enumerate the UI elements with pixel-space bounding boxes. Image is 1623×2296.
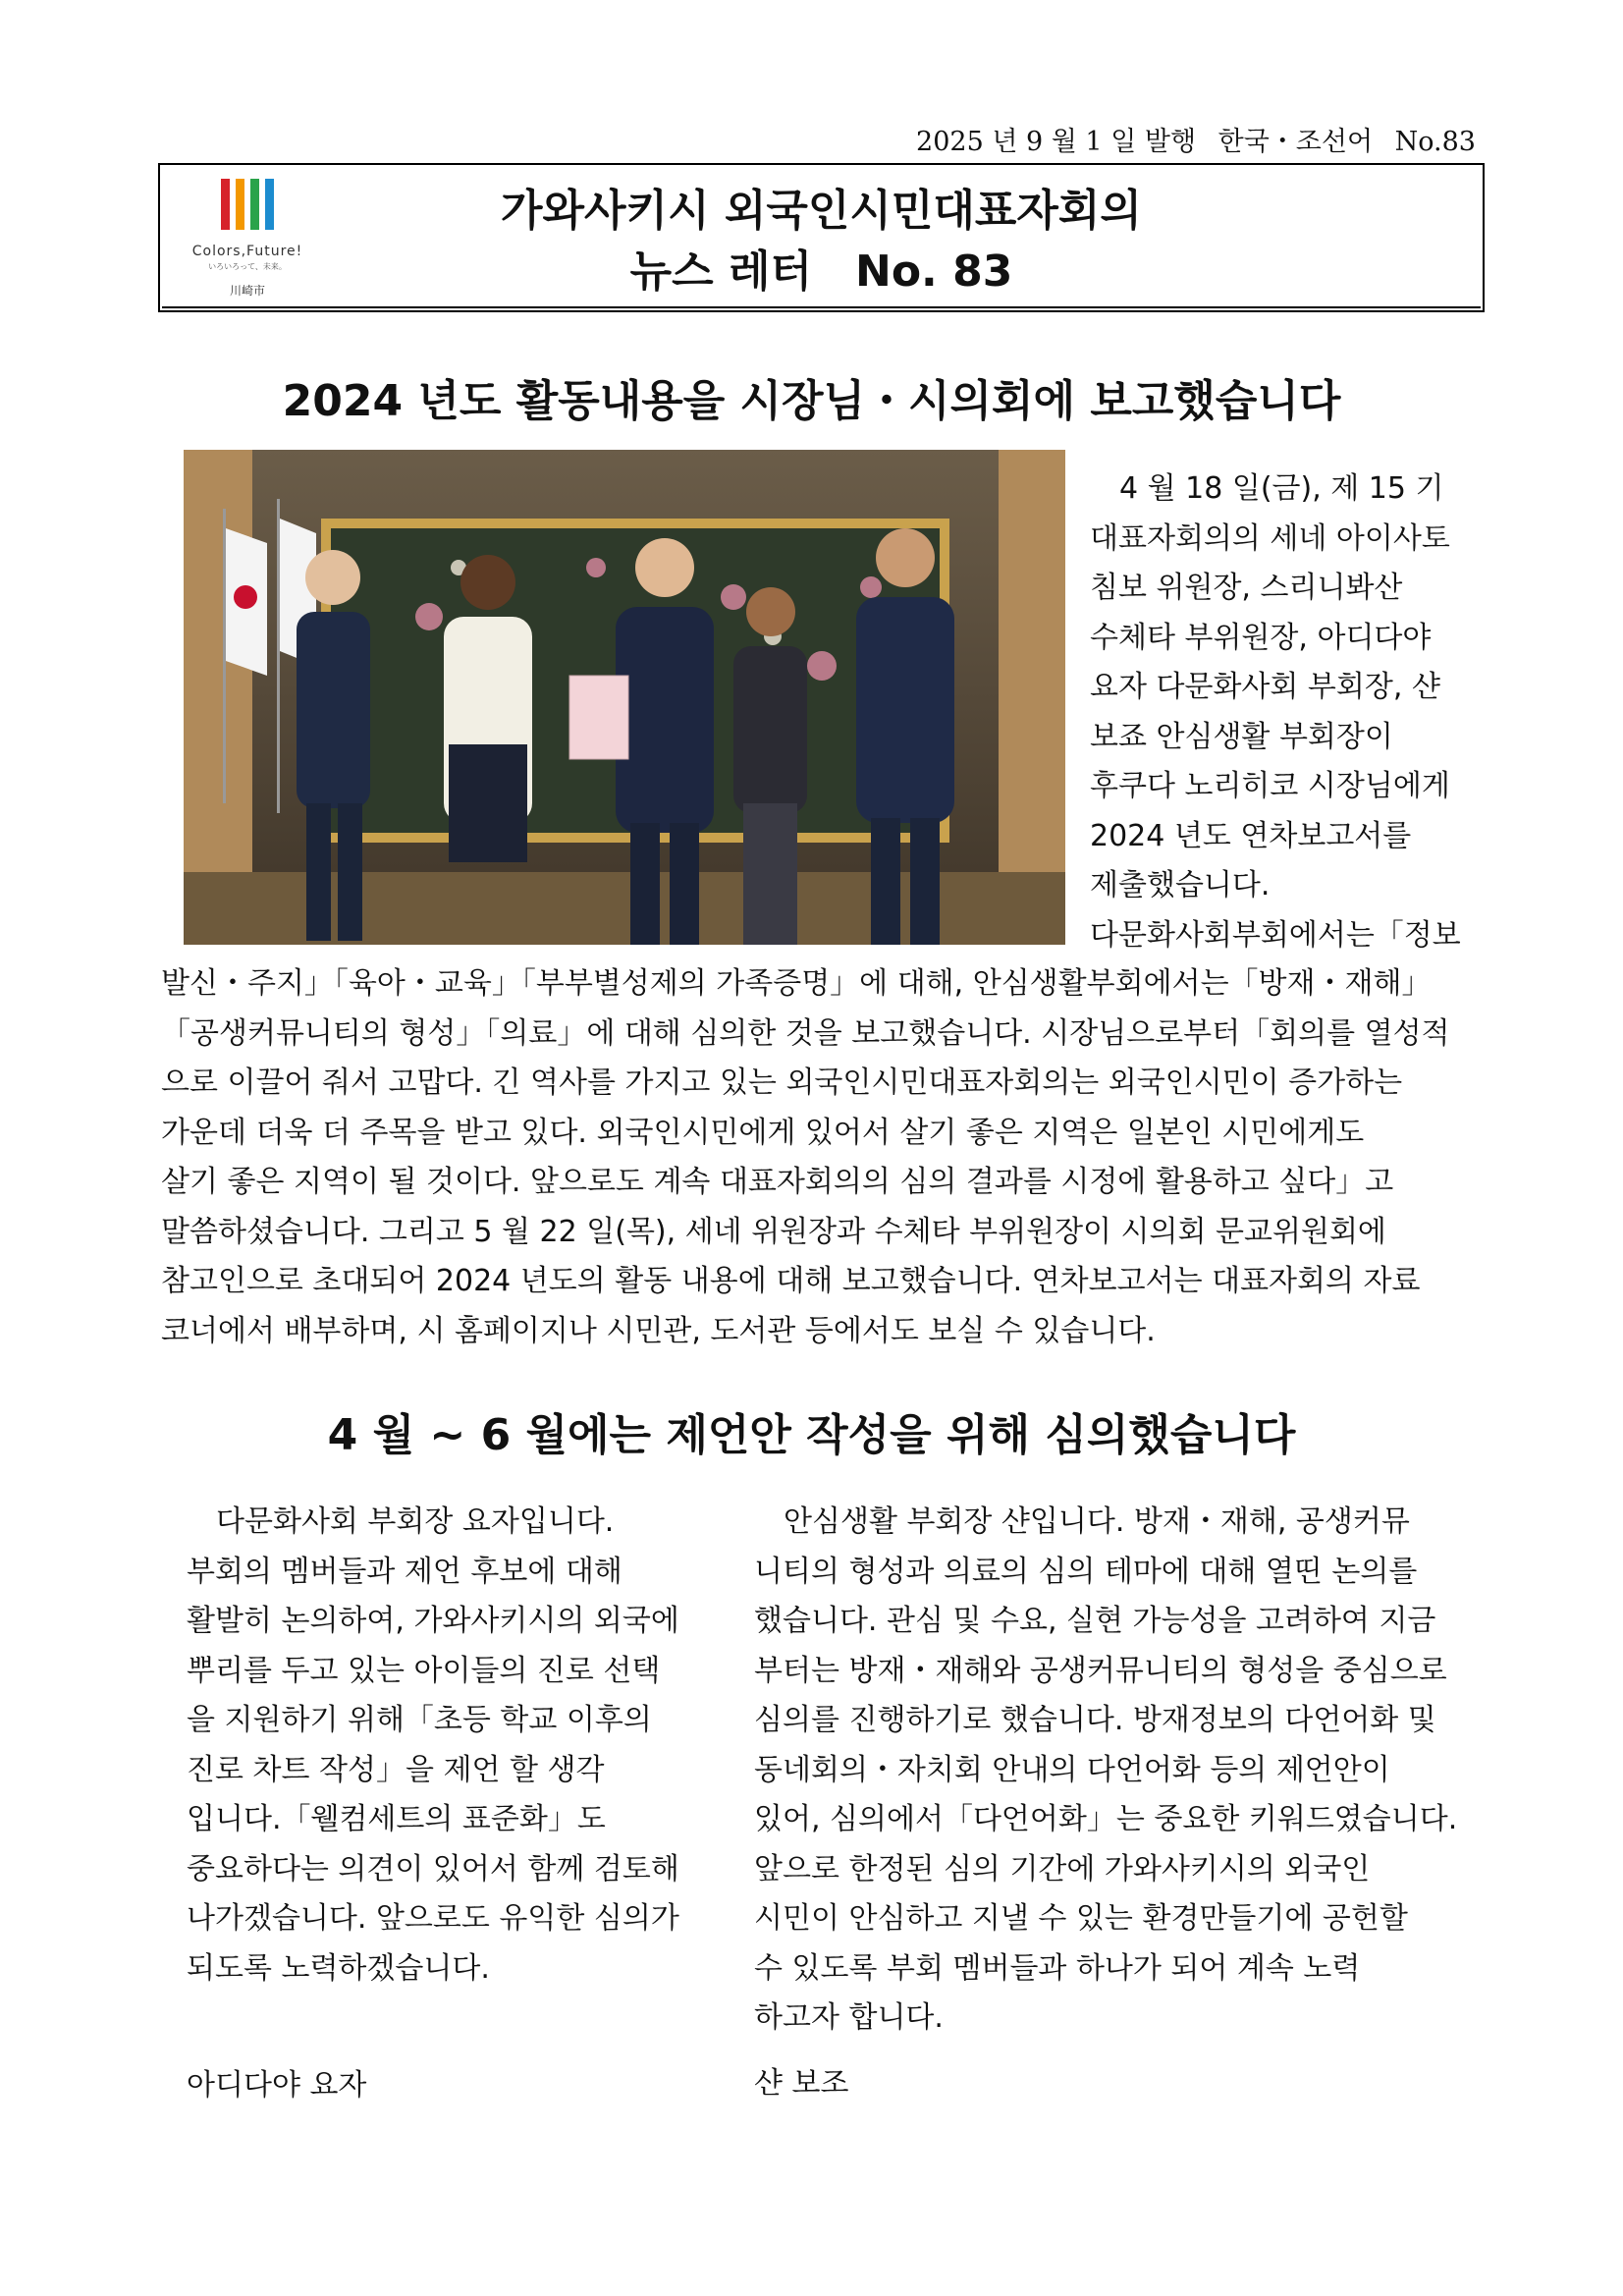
meeting-photo (184, 450, 1065, 945)
side-line: 제출했습니다. (1090, 868, 1271, 902)
left-line: 활발히 논의하여, 가와사키시의 외국에 (187, 1604, 679, 1638)
right-line: 하고자 합니다. (754, 2000, 944, 2035)
left-line: 부회의 멤버들과 제언 후보에 대해 (187, 1554, 622, 1589)
left-line: 되도록 노력하겠습니다. (187, 1950, 490, 1986)
right-line: 시민이 안심하고 지낼 수 있는 환경만들기에 공헌할 (754, 1901, 1408, 1936)
issue-date: 2025 년 9 월 1 일 발행 (916, 127, 1197, 157)
right-signature: 샨 보조 (754, 2066, 849, 2101)
side-line: 요자 다문화사회 부회장, 샨 (1090, 670, 1440, 704)
right-line: 했습니다. 관심 및 수요, 실현 가능성을 고려하여 지금 (754, 1604, 1436, 1638)
side-line: 보죠 안심생활 부회장이 (1090, 719, 1393, 754)
right-line: 부터는 방재・재해와 공생커뮤니티의 형성을 중심으로 (754, 1653, 1447, 1688)
article2-right-column (754, 1498, 1490, 2044)
side-line: 4 월 18 일(금), 제 15 기 (1090, 471, 1444, 506)
body-line: 살기 좋은 지역이 될 것이다. 앞으로도 계속 대표자회의의 심의 결과를 시정에 활용하고 싶다」고 (161, 1165, 1394, 1199)
left-line: 을 지원하기 위해「초등 학교 이후의 (187, 1703, 652, 1737)
side-line: 침보 위원장, 스리니봐산 (1090, 571, 1403, 605)
meeting-photo-image (184, 450, 1065, 945)
masthead (158, 163, 1485, 312)
right-line: 니티의 형성과 의료의 심의 테마에 대해 열띤 논의를 (754, 1554, 1418, 1589)
body-line: 코너에서 배부하며, 시 홈페이지나 시민관, 도서관 등에서도 보실 수 있습니다. (161, 1313, 1156, 1348)
right-line: 수 있도록 부회 멤버들과 하나가 되어 계속 노력 (754, 1950, 1361, 1986)
left-line: 진로 차트 작성」을 제언 할 생각 (187, 1752, 605, 1787)
left-line: 입니다.「웰컴세트의 표준화」도 (187, 1802, 606, 1836)
logo-city: 川崎市 (229, 284, 265, 298)
newsletter-title-line2: 뉴스 레터 No. 83 (629, 246, 1013, 297)
right-line: 동네회의・자치회 안내의 다언어화 등의 제언안이 (754, 1752, 1390, 1787)
issue-language: 한국・조선어 (1217, 127, 1374, 157)
newsletter-title (160, 181, 1483, 302)
right-line: 있어, 심의에서「다언어화」는 중요한 키워드였습니다. (754, 1802, 1458, 1836)
issue-line (902, 120, 1476, 158)
side-line: 다문화사회부회에서는「정보 (1090, 917, 1461, 953)
article2-heading: 4 월 ~ 6 월에는 제언안 작성을 위해 심의했습니다 (327, 1410, 1296, 1460)
article1-heading: 2024 년도 활동내용을 시장님・시의회에 보고했습니다 (282, 376, 1341, 426)
side-line: 2024 년도 연차보고서를 (1090, 818, 1412, 853)
left-line: 뿌리를 두고 있는 아이들의 진로 선택 (187, 1653, 661, 1688)
left-line: 나가겠습니다. 앞으로도 유익한 심의가 (187, 1901, 679, 1936)
left-signature: 아디다야 요자 (187, 2068, 367, 2103)
logo-tagline: Colors,Future! (191, 244, 303, 259)
body-line: 으로 이끌어 줘서 고맙다. 긴 역사를 가지고 있는 외국인시민대표자회의는 외국인시민이 증가하는 (161, 1066, 1403, 1100)
side-line: 대표자회의의 세네 아이사토 (1090, 520, 1450, 556)
body-line: 가운데 더욱 더 주목을 받고 있다. 외국인시민에게 있어서 살기 좋은 지역은 일본인 시민에게도 (161, 1115, 1365, 1150)
body-line: 발신・주지」「육아・교육」「부부별성제의 가족증명」에 대해, 안심생활부회에서는「방재・재해」 (161, 966, 1432, 1001)
body-line: 참고인으로 초대되어 2024 년도의 활동 내용에 대해 보고했습니다. 연차보고서는 대표자회의 자료 (161, 1264, 1421, 1298)
left-line: 다문화사회 부회장 요자입니다. (187, 1504, 615, 1539)
body-line: 말씀하셨습니다. 그리고 5 월 22 일(목), 세네 위원장과 수체타 부위원장이 시의회 문교위원회에 (161, 1214, 1386, 1249)
side-line: 후쿠다 노리히코 시장님에게 (1090, 769, 1450, 803)
right-line: 앞으로 한정된 심의 기간에 가와사키시의 외국인 (754, 1851, 1371, 1886)
side-line: 수체타 부위원장, 아디다야 (1090, 620, 1432, 655)
right-line: 안심생활 부회장 샨입니다. 방재・재해, 공생커뮤 (754, 1504, 1410, 1539)
right-line: 심의를 진행하기로 했습니다. 방재정보의 다언어화 및 (754, 1703, 1436, 1737)
left-line: 중요하다는 의견이 있어서 함께 검토해 (187, 1851, 679, 1886)
article1-side-text (1090, 465, 1483, 960)
newsletter-title-line1: 가와사키시 외국인시민대표자회의 (501, 186, 1142, 236)
article1-body (161, 959, 1487, 1356)
article2-left-column (187, 1498, 727, 1994)
issue-number: No.83 (1394, 127, 1476, 157)
logo-subtext: いろいろって、未来。 (208, 262, 287, 271)
body-line: 「공생커뮤니티의 형성」「의료」에 대해 심의한 것을 보고했습니다. 시장님으로부터「회의를 열성적 (161, 1015, 1450, 1051)
